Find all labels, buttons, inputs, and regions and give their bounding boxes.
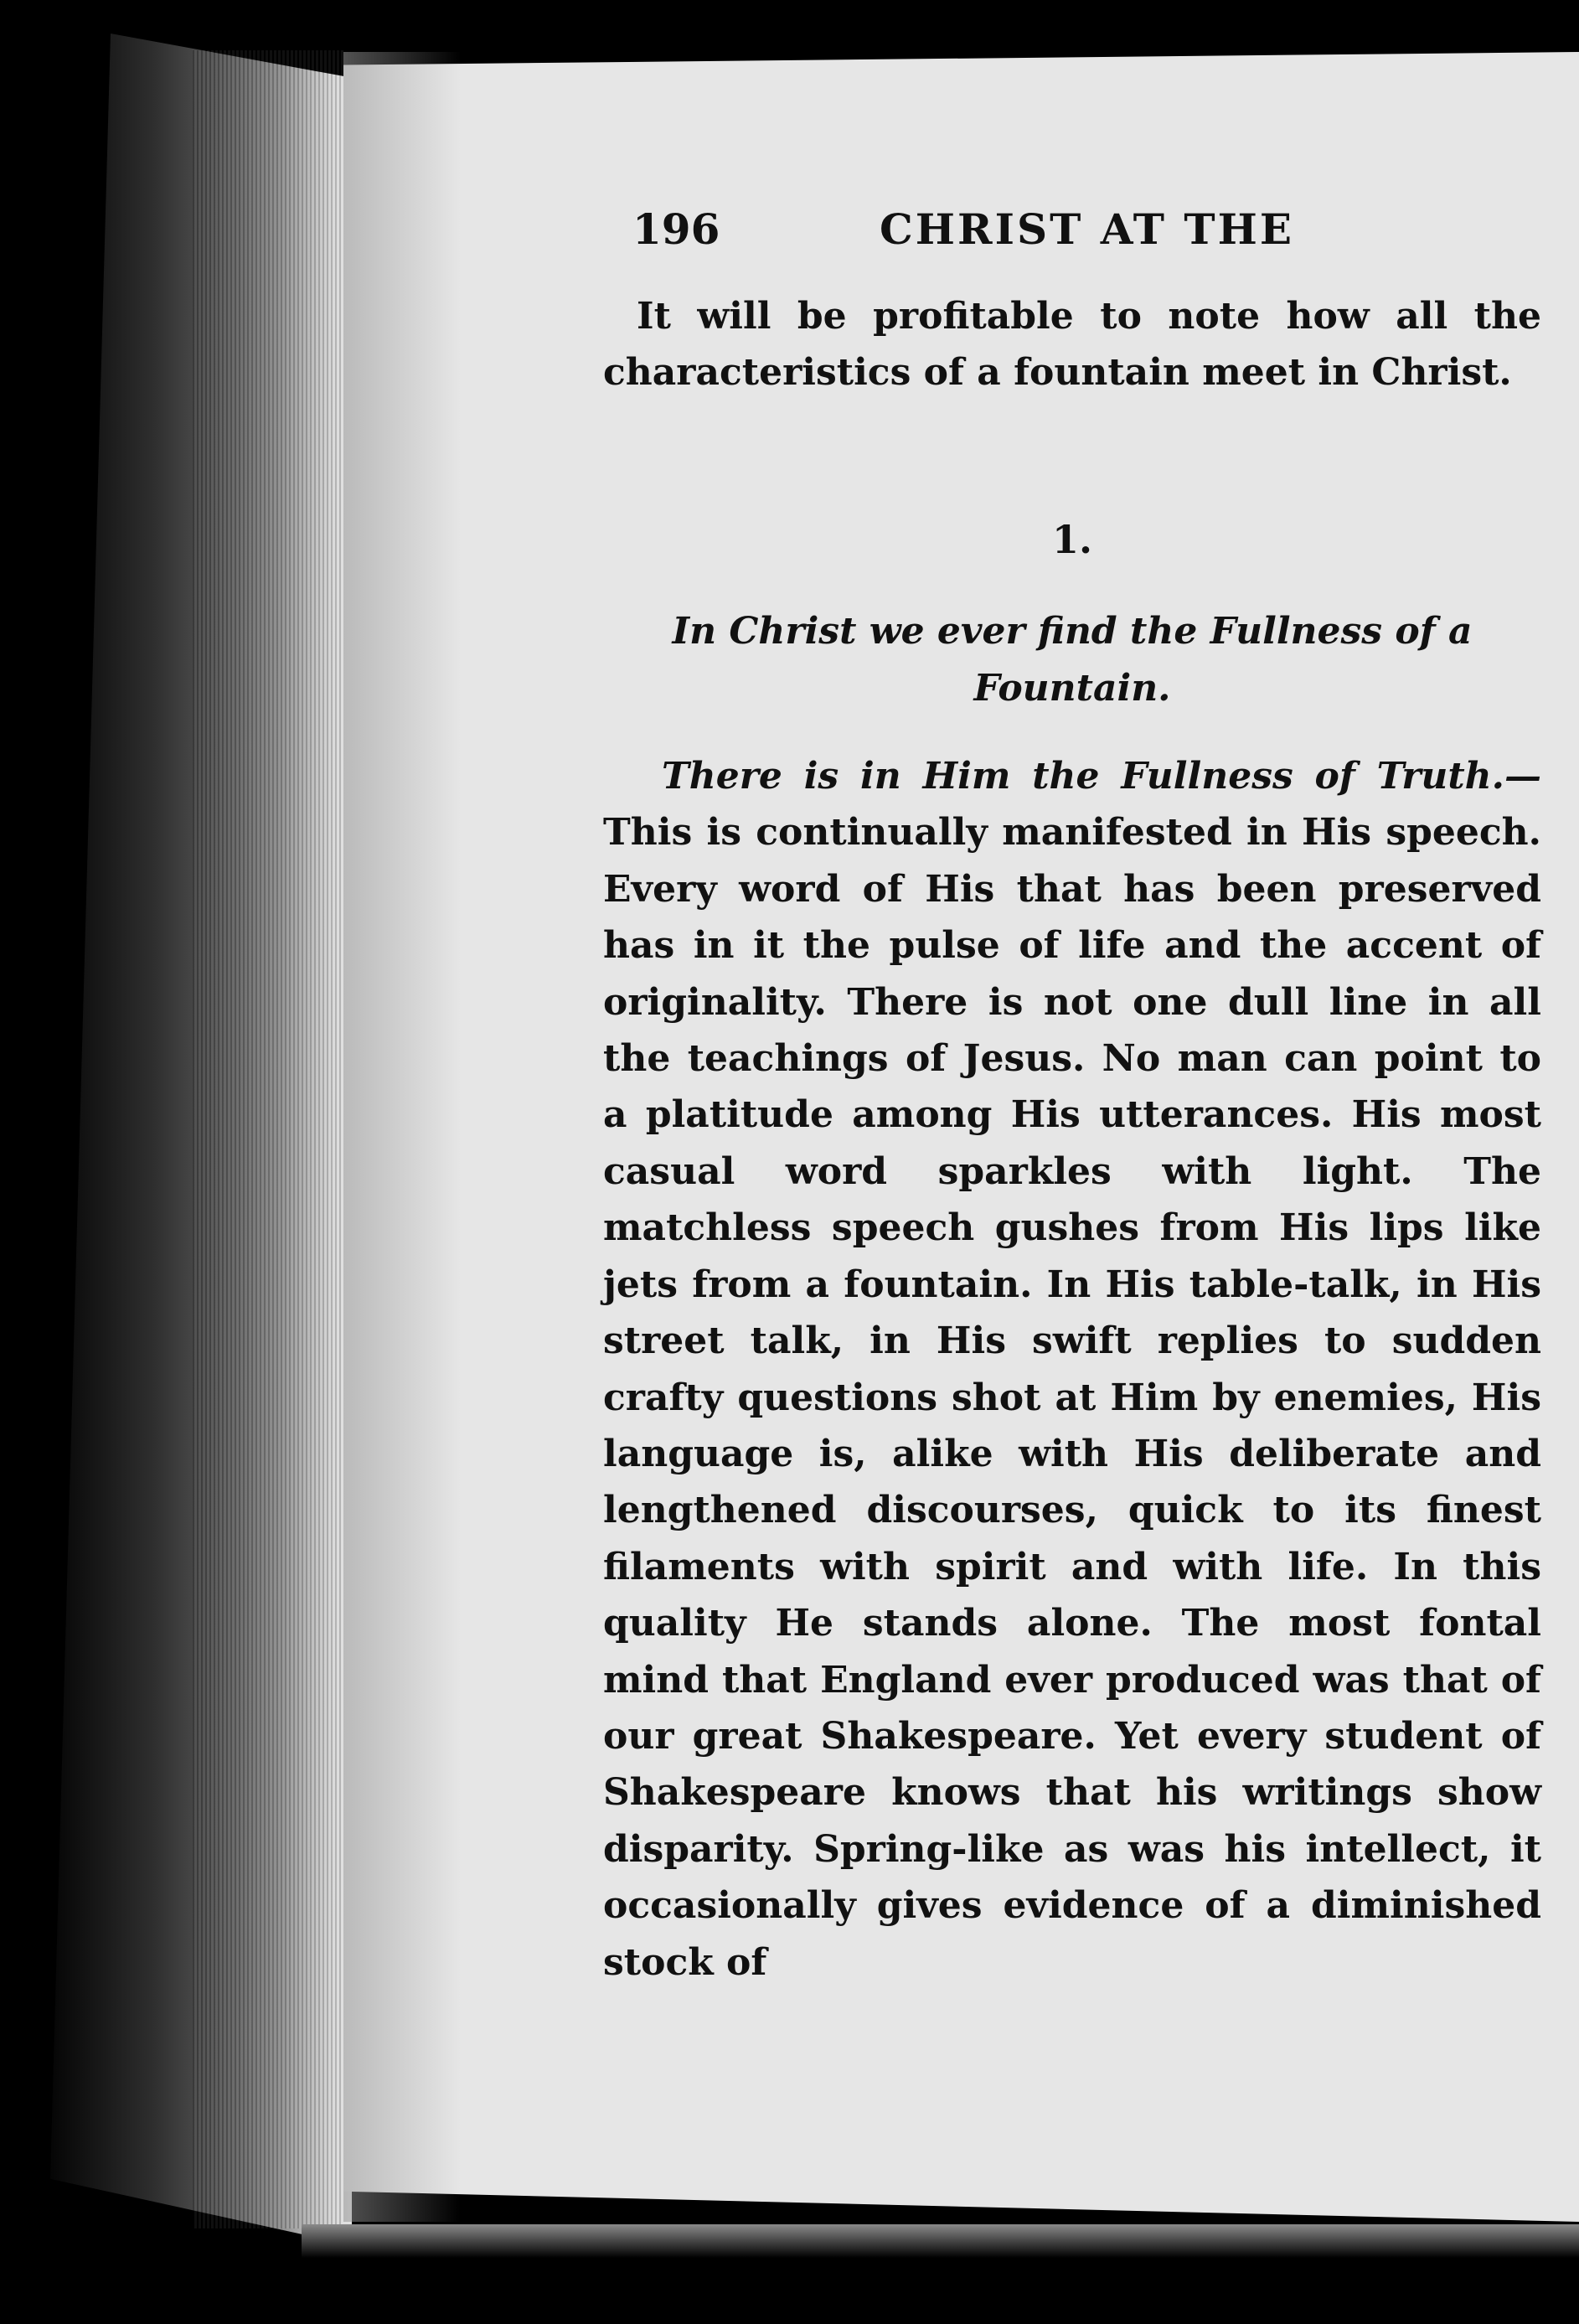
running-header	[603, 201, 1541, 268]
page-number: 196	[632, 204, 720, 254]
paragraph-body-text: This is continually manifested in His speech. Every word of His that has been preserved has in it the pulse of life and the accent of originality. There is not one dull line in all the teachings of Jesus. No man can point to a platitude among His utterances. His most casual word sparkles with light. The matchless speech gushes from His lips like jets from a fountain. In His table-talk, in His street talk, in His swift replies to sudden crafty questions shot at Him by enemies, His language is, alike with His deliberate and lengthened discourses, quick to its finest filaments with spirit and with life. In this quality He stands alone. The most fontal mind that England ever produced was that of our great Shakespeare. Yet every student of Shakespeare knows that his writings show disparity. Spring-like as was his intellect, it occasionally gives evidence of a diminished stock of	[603, 811, 1541, 1984]
gutter-shadow	[343, 52, 461, 2222]
running-title: CHRIST AT THE	[880, 204, 1294, 254]
page-edges-texture	[193, 50, 343, 2228]
section-title: In Christ we ever find the Fullness of a Fountain.	[672, 610, 1473, 710]
intro-paragraph: It will be profitable to note how all the characteristics of a fountain meet in Christ.	[603, 295, 1541, 395]
page-text-block	[603, 201, 1541, 2027]
paragraph-lead-heading: There is in Him the Fullness of Truth.—	[662, 755, 1541, 798]
section-number: 1.	[1051, 516, 1093, 562]
body-paragraph	[603, 748, 1541, 1991]
page-bottom-edge	[302, 2224, 1579, 2258]
